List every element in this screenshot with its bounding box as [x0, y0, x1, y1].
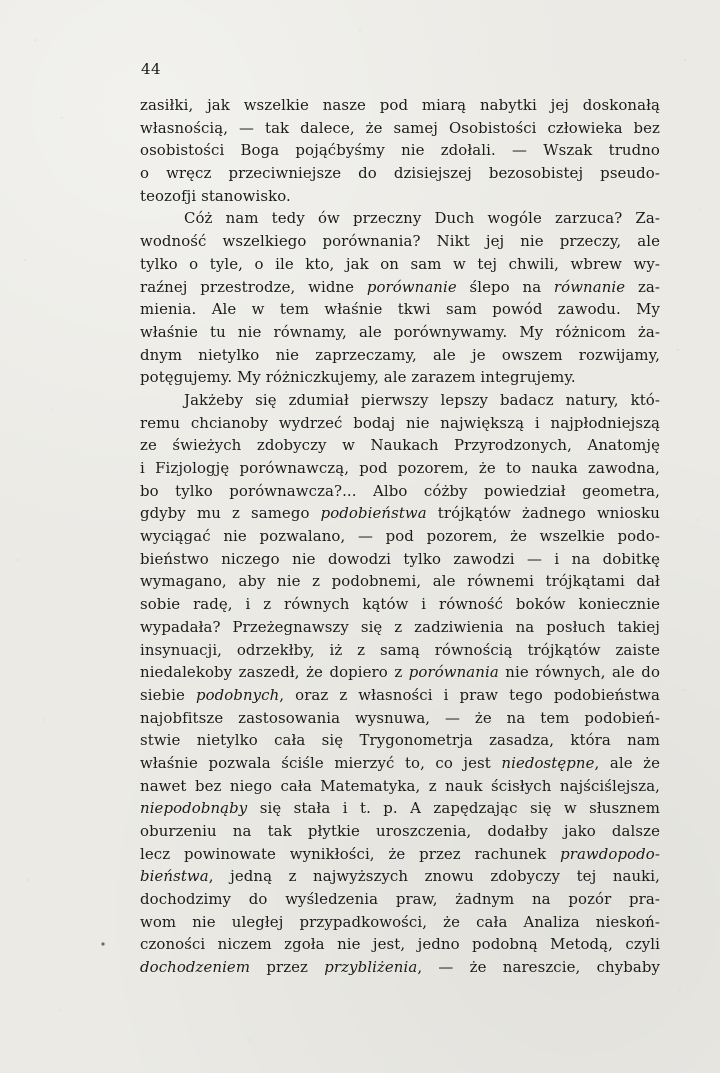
text-run: o wręcz przeciwniejsze do dzisiejszej bezosobistej pseudo- [140, 164, 660, 183]
text-run: , — że nareszcie, chybaby [417, 958, 660, 977]
text-run: nawet bez niego cała Matematyka, z nauk ścisłych najściślejsza, [140, 776, 660, 795]
text-line [140, 933, 660, 956]
text-run: właśnie tu nie równamy, ale porównywamy. My różnicom ża- [140, 322, 660, 341]
text-line [140, 797, 660, 820]
text-line [140, 412, 660, 435]
text-line [140, 162, 660, 185]
text-run: ze świeżych zdobyczy w Naukach Przyrodzonych, Anatomję [140, 436, 660, 455]
page-number: 44 [141, 60, 162, 78]
text-run: lecz powinowate wynikłości, że przez rachunek [140, 844, 561, 863]
italic-text: przybliżenia [324, 958, 418, 977]
text-line [140, 366, 660, 389]
text-line [140, 344, 660, 367]
text-line [140, 888, 660, 911]
italic-text: niepodobnąby [140, 799, 248, 818]
text-line [140, 593, 660, 616]
text-run: zasiłki, jak wszelkie nasze pod miarą nabytki jej doskonałą [140, 96, 660, 114]
text-run: przez [250, 958, 325, 977]
text-line [140, 865, 660, 888]
italic-text: porównanie [366, 277, 457, 296]
italic-text: podobnych [195, 685, 280, 704]
text-run: wom nie uległej przypadkowości, że cała Analiza nieskoń- [140, 912, 660, 931]
text-line [140, 707, 660, 730]
text-run: dochodzimy do wyśledzenia praw, żadnym na pozór pra- [140, 890, 660, 909]
text-run: wyciągać nie pozwalano, — pod pozorem, że wszelkie podo- [140, 527, 660, 546]
text-run: insynuacji, odrzekłby, iż z samą równością trójkątów zaiste [140, 640, 660, 659]
text-run: się stała i t. p. A zapędzając się w słusznem [247, 799, 660, 818]
body-text [140, 94, 660, 979]
text-run: potęgujemy. My różniczkujemy, ale zarazem integrujemy. [140, 368, 576, 387]
text-line [140, 911, 660, 934]
text-run: wodność wszelkiego porównania? Nikt jej nie przeczy, ale [140, 232, 660, 251]
text-line [140, 298, 660, 321]
text-line [140, 434, 660, 457]
text-line [140, 548, 660, 571]
text-run: Cóż nam tedy ów przeczny Duch wogóle zarzuca? Za- [184, 209, 660, 228]
text-run: , oraz z własności i praw tego podobieństwa [279, 685, 660, 704]
text-run: tylko o tyle, o ile kto, jak on sam w tej chwili, wbrew wy- [140, 254, 660, 273]
text-run: bo tylko porównawcza?... Albo cóżby powiedział geometra, [140, 481, 660, 500]
italic-text: bieństwa [140, 867, 209, 886]
text-run: własnością, — tak dalece, że samej Osobistości człowieka bez [140, 118, 660, 137]
text-run: trójkątów żadnego wniosku [426, 504, 660, 523]
text-line [140, 139, 660, 162]
text-line [140, 684, 660, 707]
italic-text: prawdopodo- [560, 844, 660, 863]
text-run: najobfitsze zastosowania wysnuwa, — że na tem podobień- [140, 708, 660, 727]
text-line [140, 843, 660, 866]
text-run: bieństwo niczego nie dowodzi tylko zawodzi — i na dobitkę [140, 549, 660, 568]
italic-text: dochodzeniem [140, 958, 251, 977]
text-line [140, 276, 660, 299]
italic-text: niedostępne [501, 753, 595, 772]
text-run: dnym nietylko nie zaprzeczamy, ale je owszem rozwijamy, [140, 345, 660, 364]
text-line [140, 321, 660, 344]
text-run: remu chcianoby wydrzeć bodaj nie największą i najpłodniejszą [140, 413, 660, 432]
text-run: wymagano, aby nie z podobnemi, ale równemi trójkątami dał [140, 572, 660, 591]
text-line [140, 389, 660, 412]
text-line [140, 502, 660, 525]
text-line [140, 94, 660, 117]
text-run: i Fizjologję porównawczą, pod pozorem, że to nauka zawodna, [140, 459, 660, 477]
text-run: teozofji stanowisko. [140, 186, 291, 205]
text-line [140, 661, 660, 684]
text-run: mienia. Ale w tem właśnie tkwi sam powód zawodu. My [140, 300, 660, 319]
text-run: , jedną z najwyższych znowu zdobyczy tej nauki, [208, 867, 660, 886]
text-line [140, 775, 660, 798]
text-run: sobie radę, i z równych kątów i równość boków koniecznie [140, 595, 660, 614]
text-line [140, 185, 660, 208]
text-run: Jakżeby się zdumiał pierwszy lepszy badacz natury, któ- [184, 390, 660, 409]
text-line [140, 457, 660, 480]
text-run: osobistości Boga pojąćbyśmy nie zdołali. — Wszak trudno [140, 141, 660, 160]
text-line [140, 729, 660, 752]
text-line [140, 639, 660, 662]
text-line [140, 820, 660, 843]
text-run: stwie nietylko cała się Trygonometrja zasadza, która nam [140, 731, 660, 750]
italic-text: podobieństwa [320, 504, 427, 523]
text-run: gdyby mu z samego [140, 504, 321, 523]
text-run: czoności niczem zgoła nie jest, jedno podobną Metodą, czyli [140, 935, 660, 954]
text-run: za- [625, 277, 660, 296]
text-line [140, 207, 660, 230]
text-line [140, 570, 660, 593]
italic-text: porównania [408, 663, 499, 682]
text-line [140, 525, 660, 548]
text-line [140, 480, 660, 503]
text-line [140, 616, 660, 639]
italic-text: równanie [553, 277, 626, 296]
text-run: oburzeniu na tak płytkie uroszczenia, dodałby jako dalsze [140, 822, 660, 840]
text-run: właśnie pozwala ściśle mierzyć to, co jest [140, 753, 502, 772]
text-run: wypadała? Przeżegnawszy się z zadziwienia na posłuch takiej [140, 617, 660, 636]
text-run: siebie [140, 685, 196, 704]
text-line [140, 117, 660, 140]
text-run: , ale że [594, 753, 660, 772]
text-line [140, 752, 660, 775]
text-line [140, 230, 660, 253]
text-line [140, 956, 660, 979]
text-line [140, 253, 660, 276]
text-run: niedalekoby zaszedł, że dopiero z [140, 663, 409, 682]
text-run: ślepo na [456, 277, 554, 296]
text-run: nie równych, ale do [498, 663, 661, 682]
text-run: raźnej przestrodze, widne [140, 277, 367, 296]
